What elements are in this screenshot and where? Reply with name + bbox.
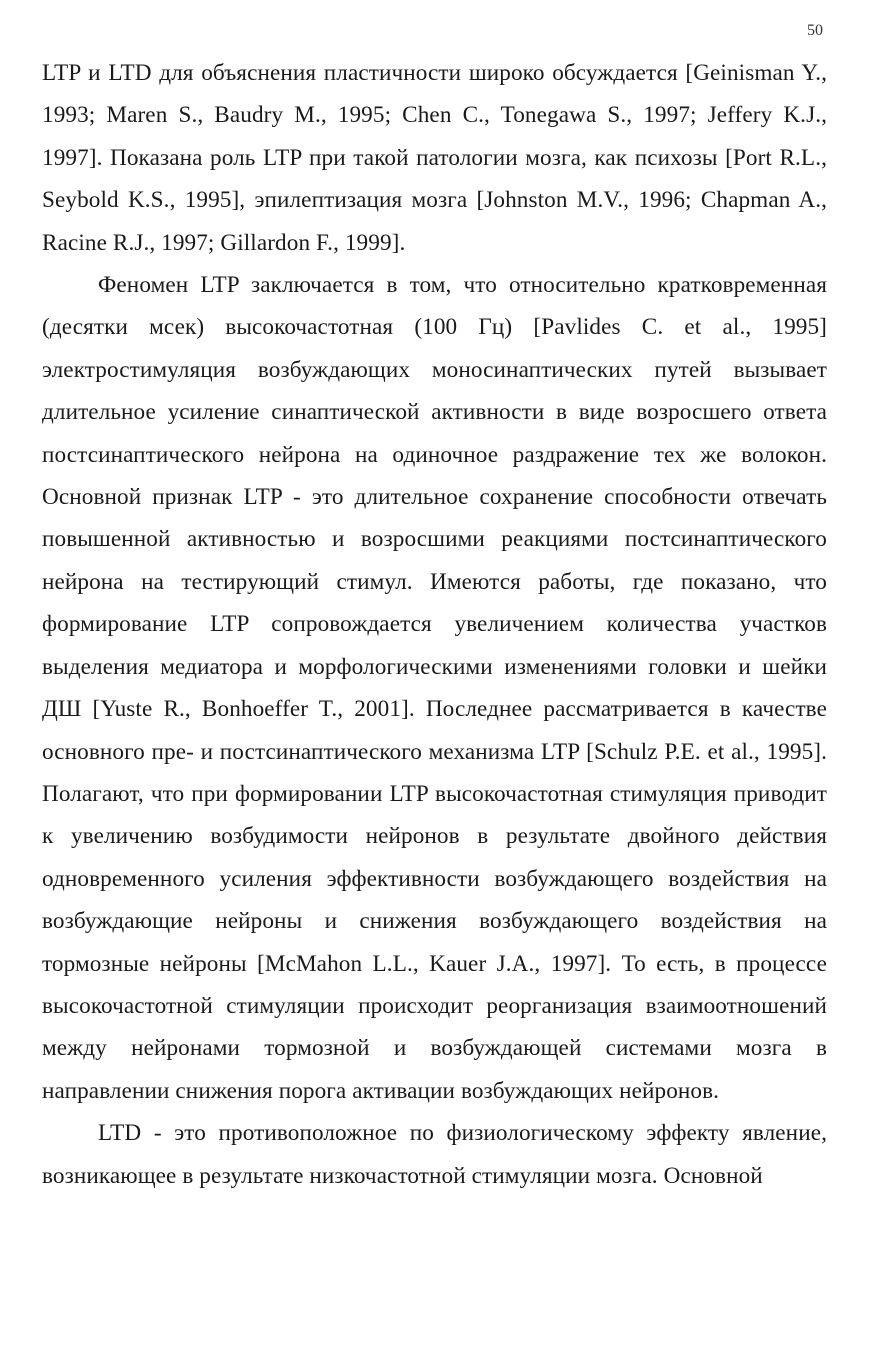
document-body xyxy=(42,52,827,1197)
paragraph-1: LTP и LTD для объяснения пластичности широко обсуждается [Geinisman Y., 1993; Maren S., Baudry M., 1995; Chen C., Tonegawa S., 1997; Jeffery K.J., 1997]. Показана роль LTP при такой патологии мозга, как психозы [Port R.L., Seybold K.S., 1995], эпилептизация мозга [Johnston M.V., 1996; Chapman A., Racine R.J., 1997; Gillardon F., 1999]. xyxy=(42,60,827,256)
paragraph-2: Феномен LTP заключается в том, что относительно кратковременная (десятки мсек) высокочастотная (100 Гц) [Pavlides C. et al., 1995] электростимуляция возбуждающих моносинаптических путей вызывает длительное усиление синаптической активности в виде возросшего ответа постсинаптического нейрона на одиночное раздражение тех же волокон. Основной признак LTP - это длительное сохранение способности отвечать повышенной активностью и возросшими реакциями постсинаптического нейрона на тестирующий стимул. Имеются работы, где показано, что формирование LTP сопровождается увеличением количества участков выделения медиатора и морфологическими изменениями головки и шейки ДШ [Yuste R., Bonhoeffer T., 2001]. Последнее рассматривается в качестве основного пре- и постсинаптического механизма LTP [Schulz P.E. et al., 1995]. Полагают, что при формировании LTP высокочастотная стимуляция приводит к увеличению возбудимости нейронов в результате двойного действия одновременного усиления эффективности возбуждающего воздействия на возбуждающие нейроны и снижения возбуждающего воздействия на тормозные нейроны [McMahon L.L., Kauer J.A., 1997]. То есть, в процессе высокочастотной стимуляции происходит реорганизация взаимоотношений между нейронами тормозной и возбуждающей системами мозга в направлении снижения порога активации возбуждающих нейронов. xyxy=(42,272,827,1104)
paragraph-3: LTD - это противоположное по физиологическому эффекту явление, возникающее в результате низкочастотной стимуляции мозга. Основной xyxy=(42,1120,827,1189)
page-number: 50 xyxy=(807,22,823,39)
